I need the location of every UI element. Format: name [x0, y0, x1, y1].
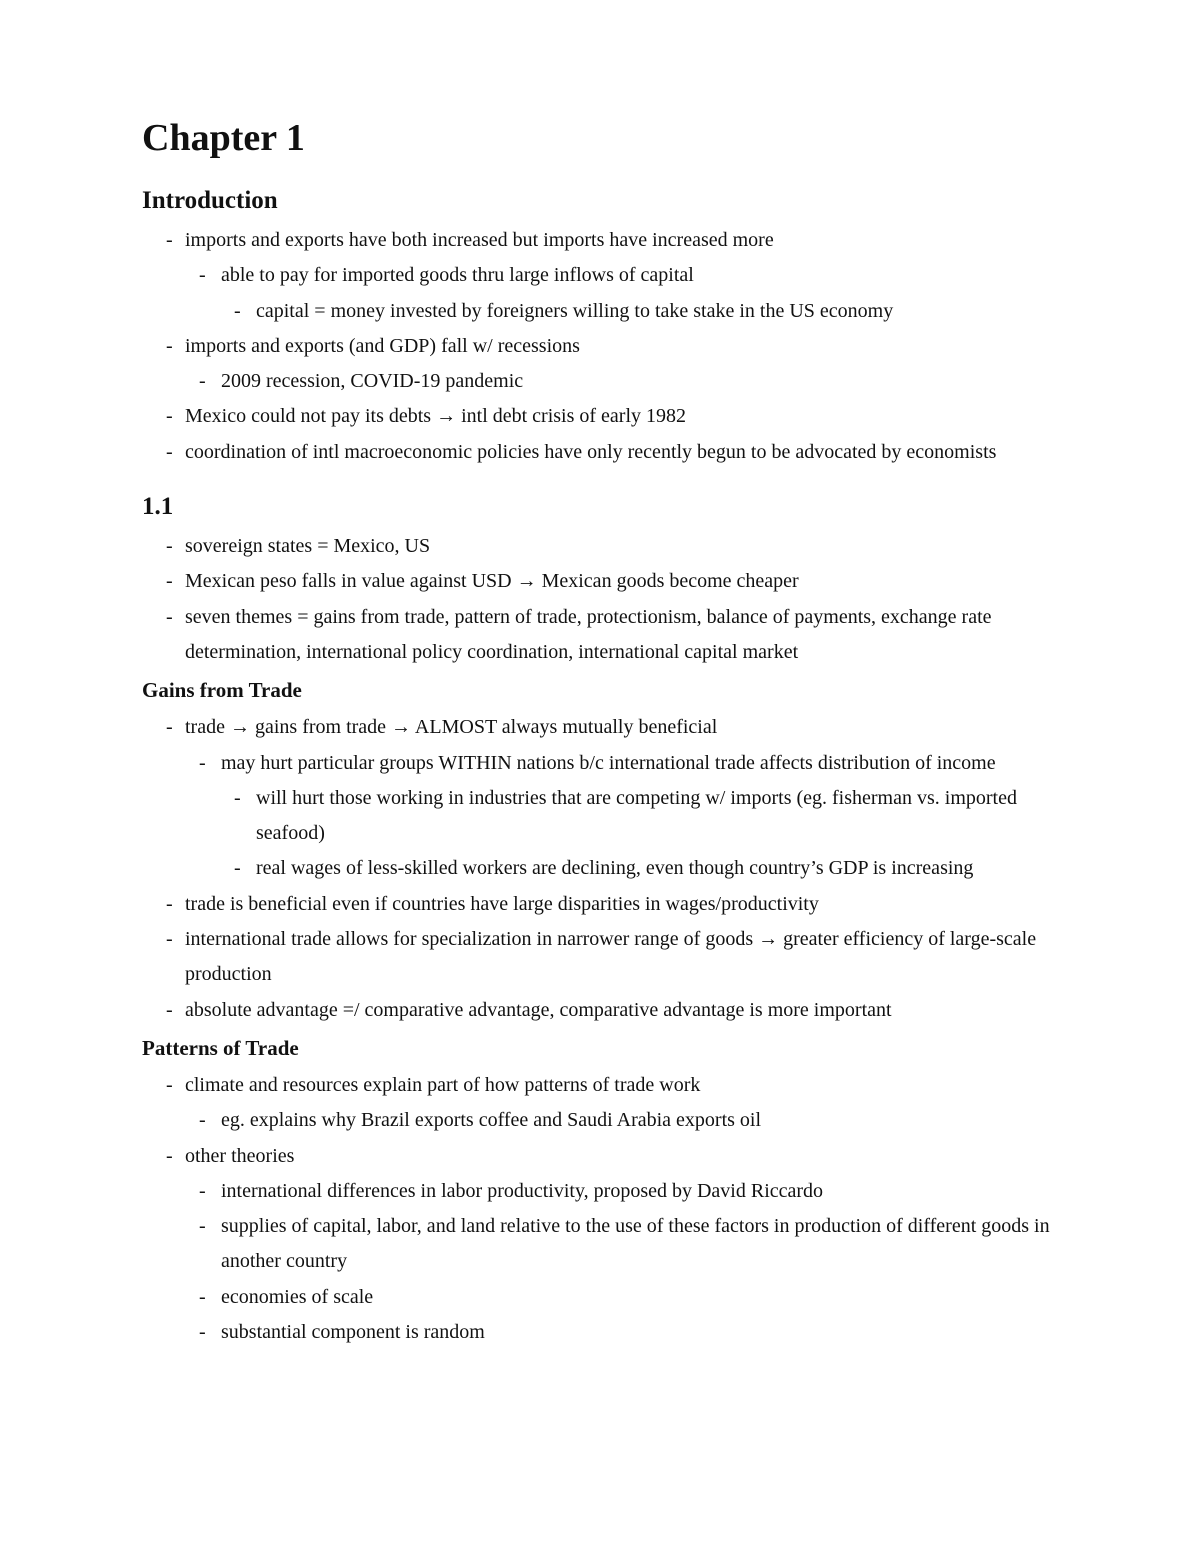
- list-item: [142, 600, 1062, 671]
- list-item-text: imports and exports (and GDP) fall w/ recessions: [185, 334, 580, 357]
- list-item-text: eg. explains why Brazil exports coffee and Saudi Arabia exports oil: [221, 1109, 762, 1132]
- list-item: [142, 851, 1062, 886]
- list-item: [142, 223, 1062, 258]
- list-item-text: supplies of capital, labor, and land relative to the use of these factors in production of different goods in another country: [221, 1215, 1050, 1273]
- list-item: [142, 710, 1062, 745]
- bullet-dash: -: [166, 570, 173, 593]
- list-item-text: sovereign states = Mexico, US: [185, 535, 431, 558]
- list-item: [142, 564, 1062, 599]
- section-heading-1-1: 1.1: [142, 493, 174, 521]
- list-item-text: absolute advantage =/ comparative advantage, comparative advantage is more important: [185, 998, 892, 1021]
- list-item: [142, 887, 1062, 922]
- bullet-dash: -: [166, 440, 173, 463]
- list-item: [142, 922, 1062, 993]
- bullet-dash: -: [166, 334, 173, 357]
- introduction-list: [142, 223, 1062, 470]
- section-heading-introduction: Introduction: [142, 187, 278, 214]
- list-item: [142, 1280, 1062, 1315]
- bullet-dash: -: [166, 998, 173, 1021]
- bullet-dash: -: [166, 405, 173, 428]
- list-item: [142, 329, 1062, 364]
- bullet-dash: -: [199, 1321, 206, 1344]
- list-item: [142, 1209, 1062, 1280]
- bullet-dash: -: [234, 857, 241, 880]
- bullet-dash: -: [199, 370, 206, 393]
- list-item: [142, 529, 1062, 564]
- bullet-dash: -: [166, 1144, 173, 1167]
- list-item: [142, 1103, 1062, 1138]
- list-item-text: Mexican peso falls in value against USD → Mexican goods become cheaper: [185, 570, 799, 593]
- document-page: [142, 112, 1062, 1355]
- list-item: [142, 993, 1062, 1028]
- bullet-dash: -: [199, 264, 206, 287]
- list-item-text: coordination of intl macroeconomic policies have only recently begun to be advocated by economists: [185, 440, 997, 463]
- list-item-text: substantial component is random: [221, 1321, 485, 1344]
- list-item-text: international trade allows for specialization in narrower range of goods → greater efficiency of large-scale production: [185, 928, 1037, 986]
- bullet-dash: -: [199, 1285, 206, 1308]
- list-item-text: capital = money invested by foreigners willing to take stake in the US economy: [256, 299, 894, 322]
- list-item: [142, 746, 1062, 781]
- bullet-dash: -: [234, 786, 241, 809]
- subsection-heading-patterns-of-trade: Patterns of Trade: [142, 1035, 299, 1060]
- bullet-dash: -: [166, 928, 173, 951]
- bullet-dash: -: [166, 535, 173, 558]
- bullet-dash: -: [234, 299, 241, 322]
- bullet-dash: -: [166, 605, 173, 628]
- list-item: [142, 1139, 1062, 1174]
- patterns-of-trade-list: [142, 1068, 1062, 1350]
- bullet-dash: -: [166, 1073, 173, 1096]
- list-item: [142, 294, 1062, 329]
- list-item: [142, 781, 1062, 852]
- bullet-dash: -: [199, 1109, 206, 1132]
- bullet-dash: -: [166, 892, 173, 915]
- bullet-dash: -: [166, 716, 173, 739]
- list-item-text: Mexico could not pay its debts → intl debt crisis of early 1982: [185, 405, 687, 428]
- subsection-heading-gains-from-trade: Gains from Trade: [142, 678, 302, 703]
- list-item-text: will hurt those working in industries that are competing w/ imports (eg. fisherman vs. imported seafood): [256, 786, 1017, 845]
- bullet-dash: -: [199, 1215, 206, 1238]
- list-item-text: seven themes = gains from trade, pattern of trade, protectionism, balance of payments, exchange rate determination, international policy coordination, international capital market: [185, 605, 992, 663]
- list-item: [142, 1174, 1062, 1209]
- list-item-text: imports and exports have both increased but imports have increased more: [185, 229, 774, 251]
- gains-from-trade-list: [142, 710, 1062, 1028]
- list-item: [142, 435, 1062, 470]
- list-item: [142, 1315, 1062, 1350]
- list-item-text: 2009 recession, COVID-19 pandemic: [221, 370, 524, 393]
- list-item-text: international differences in labor productivity, proposed by David Riccardo: [221, 1179, 824, 1202]
- bullet-dash: -: [199, 751, 206, 774]
- list-item: [142, 1068, 1062, 1103]
- chapter-title: Chapter 1: [142, 117, 305, 159]
- list-item-text: trade → gains from trade → ALMOST always mutually beneficial: [185, 716, 718, 739]
- list-item-text: real wages of less-skilled workers are declining, even though country’s GDP is increasing: [256, 857, 974, 880]
- list-item: [142, 399, 1062, 434]
- bullet-dash: -: [166, 229, 173, 251]
- list-item-text: may hurt particular groups WITHIN nations b/c international trade affects distribution of income: [221, 751, 996, 774]
- list-item-text: climate and resources explain part of how patterns of trade work: [185, 1073, 701, 1096]
- list-item-text: economies of scale: [221, 1285, 374, 1308]
- bullet-dash: -: [199, 1179, 206, 1202]
- list-item: [142, 364, 1062, 399]
- list-item-text: trade is beneficial even if countries have large disparities in wages/productivity: [185, 892, 819, 915]
- list-item: [142, 258, 1062, 293]
- list-item-text: able to pay for imported goods thru large inflows of capital: [221, 264, 694, 287]
- section-1-1-list: [142, 529, 1062, 670]
- list-item-text: other theories: [185, 1144, 295, 1167]
